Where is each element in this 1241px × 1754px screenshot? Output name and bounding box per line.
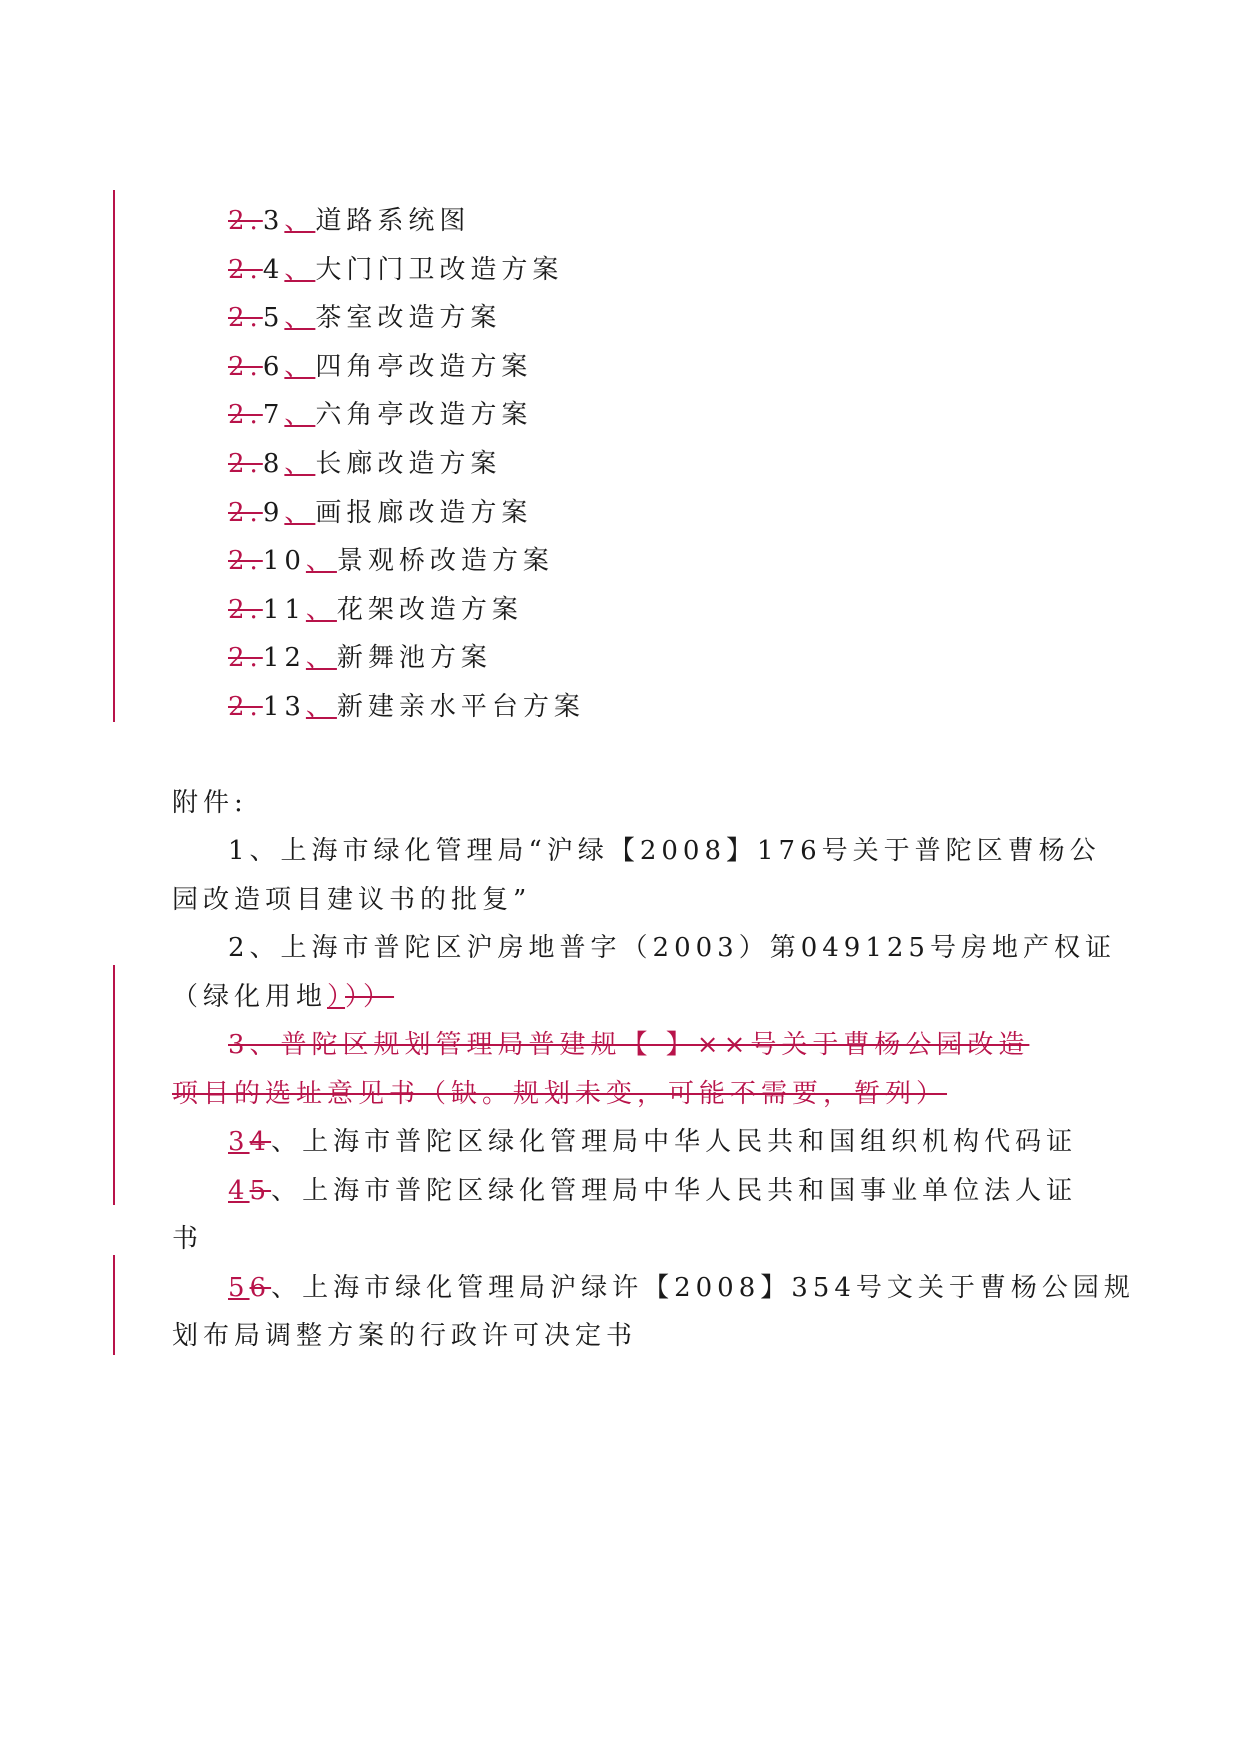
revision-bar	[113, 190, 115, 722]
attachment-2: 2、上海市普陀区沪房地普字（2003）第049125号房地产权证	[228, 933, 1116, 963]
deleted-prefix: 2.	[228, 255, 263, 285]
item-text: 长廊改造方案	[315, 449, 502, 479]
item-number: 11	[262, 595, 306, 625]
item-text: 花架改造方案	[336, 595, 523, 625]
item-number: 10	[262, 546, 306, 576]
attachment-1: 1、上海市绿化管理局“沪绿【2008】176号关于普陀区曹杨公	[228, 836, 1101, 866]
list-item	[228, 690, 585, 724]
attachment-deleted-cont: 项目的选址意见书（缺。规划未变，可能不需要，暂列）	[172, 1079, 948, 1109]
attachment-2-text: （绿化用地	[172, 982, 328, 1012]
deleted-prefix: 2.	[228, 352, 263, 382]
item-text: 景观桥改造方案	[336, 546, 554, 576]
inserted-separator: 、	[284, 498, 316, 528]
attachment-1-cont: 园改造项目建议书的批复”	[172, 885, 532, 915]
inserted-number: 5	[228, 1273, 250, 1303]
attachment-3-text: 、上海市普陀区绿化管理局中华人民共和国组织机构代码证	[271, 1127, 1078, 1157]
deleted-prefix: 2.	[228, 546, 263, 576]
deleted-number: 6	[249, 1273, 272, 1303]
list-item	[228, 204, 470, 238]
attachment-4	[228, 1174, 1077, 1208]
item-text: 大门门卫改造方案	[315, 255, 564, 285]
deleted-prefix: 2.	[228, 303, 263, 333]
list-item	[228, 641, 492, 675]
item-text: 新建亲水平台方案	[336, 692, 585, 722]
revision-bar	[113, 1255, 115, 1355]
deleted-prefix: 2.	[228, 692, 263, 722]
attachment-4-cont: 书	[172, 1224, 204, 1254]
attachment-5	[228, 1271, 1135, 1305]
attachment-2-cont	[172, 980, 394, 1014]
inserted-separator: 、	[284, 352, 316, 382]
attachment-5-cont: 划布局调整方案的行政许可决定书	[172, 1321, 638, 1351]
deleted-prefix: 2.	[228, 643, 263, 673]
deleted-number: 5	[249, 1176, 272, 1206]
inserted-separator: 、	[284, 206, 316, 236]
item-number: 6	[262, 352, 285, 382]
item-number: 8	[262, 449, 285, 479]
item-text: 六角亭改造方案	[315, 400, 533, 430]
list-item	[228, 398, 532, 432]
deleted-prefix: 2.	[228, 498, 263, 528]
deleted-prefix: 2.	[228, 449, 263, 479]
item-text: 道路系统图	[315, 206, 471, 236]
inserted-text: ）	[327, 982, 346, 1012]
inserted-separator: 、	[284, 449, 316, 479]
item-number: 12	[262, 643, 306, 673]
deleted-number: 4	[249, 1127, 272, 1157]
deleted-text: ））	[345, 982, 395, 1012]
inserted-separator: 、	[305, 643, 337, 673]
item-text: 画报廊改造方案	[315, 498, 533, 528]
attachment-4-text: 、上海市普陀区绿化管理局中华人民共和国事业单位法人证	[271, 1176, 1078, 1206]
deleted-prefix: 2.	[228, 400, 263, 430]
inserted-separator: 、	[284, 400, 316, 430]
list-item	[228, 350, 532, 384]
item-number: 13	[262, 692, 306, 722]
deleted-prefix: 2.	[228, 595, 263, 625]
list-item	[228, 447, 501, 481]
item-number: 7	[262, 400, 285, 430]
attachment-5-text: 、上海市绿化管理局沪绿许【2008】354号文关于曹杨公园规	[271, 1273, 1135, 1303]
inserted-separator: 、	[305, 692, 337, 722]
attachment-3	[228, 1125, 1077, 1159]
inserted-number: 3	[228, 1127, 250, 1157]
item-number: 9	[262, 498, 285, 528]
inserted-separator: 、	[305, 595, 337, 625]
list-item	[228, 301, 501, 335]
list-item	[228, 544, 554, 578]
attachment-deleted: 3、普陀区规划管理局普建规【 】××号关于曹杨公园改造	[228, 1030, 1030, 1060]
item-text: 新舞池方案	[336, 643, 492, 673]
item-text: 茶室改造方案	[315, 303, 502, 333]
attachments-heading: 附件:	[172, 788, 248, 818]
list-item	[228, 593, 523, 627]
revision-bar	[113, 965, 115, 1205]
inserted-separator: 、	[284, 303, 316, 333]
deleted-prefix: 2.	[228, 206, 263, 236]
inserted-separator: 、	[305, 546, 337, 576]
item-number: 4	[262, 255, 285, 285]
item-number: 5	[262, 303, 285, 333]
item-text: 四角亭改造方案	[315, 352, 533, 382]
inserted-number: 4	[228, 1176, 250, 1206]
list-item	[228, 496, 532, 530]
list-item	[228, 253, 563, 287]
inserted-separator: 、	[284, 255, 316, 285]
item-number: 3	[262, 206, 285, 236]
